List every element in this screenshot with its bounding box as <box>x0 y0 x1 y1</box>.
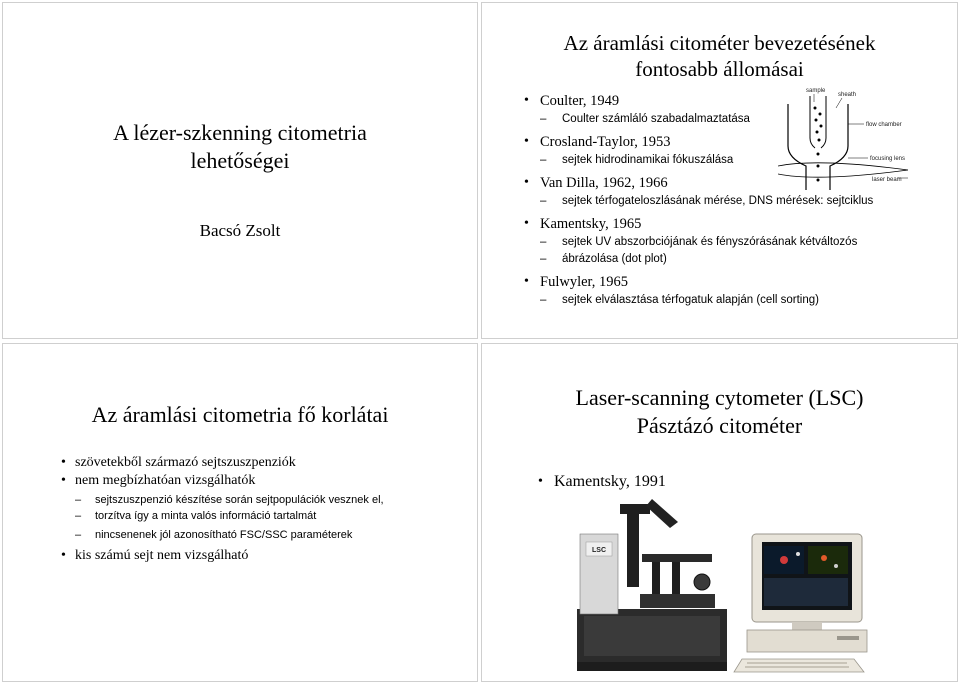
slide2-title-line2: fontosabb állomásai <box>635 57 804 81</box>
list-item: • Fulwyler, 1965 <box>524 272 824 292</box>
list-item: • kis számú sejt nem vizsgálható <box>61 547 461 565</box>
slide-title <box>2 2 478 339</box>
list-subitem-continuation <box>524 251 824 268</box>
slide-history <box>481 2 958 339</box>
list-subitem: – sejtek hidrodinamikai fókuszálása <box>524 152 824 169</box>
slide2-title-line1: Az áramlási citométer bevezetésének <box>563 31 876 55</box>
list-subitem: – Coulter számláló szabadalmaztatása <box>524 111 824 128</box>
slide-limitations <box>2 343 478 682</box>
continuation-text: torzítva így a minta valós információ tartalmát <box>95 510 317 522</box>
slide3-title: Az áramlási citometria fő korlátai <box>91 402 389 427</box>
lsc-device-image <box>502 494 952 679</box>
list-item: • Kamentsky, 1965 <box>524 214 824 234</box>
slide4-title-line1: Laser-scanning cytometer (LSC) <box>575 385 864 410</box>
list-item: • szövetekből származó sejtszuszpenziók <box>61 454 461 472</box>
continuation-text: nem megbízhatóan vizsgálhatók <box>75 473 256 488</box>
limitations-list <box>61 454 461 565</box>
label-sample: sample <box>806 88 826 94</box>
continuation-text: ábrázolása (dot plot) <box>562 253 667 265</box>
label-laser-beam: laser beam <box>872 177 902 183</box>
list-subitem: – nincsenenek jól azonosítható FSC/SSC paraméterek <box>61 527 461 543</box>
list-subitem: – sejtek UV abszorbciójának és fényszórásának kétváltozós <box>524 234 824 251</box>
list-subitem: – sejtek térfogateloszlásának mérése, DNS mérések: sejtciklus <box>524 193 824 210</box>
list-subitem: – sejtek elválasztása térfogatuk alapján (cell sorting) <box>524 292 824 309</box>
lsc-list <box>538 471 838 493</box>
list-item: • Crosland-Taylor, 1953 <box>524 132 824 152</box>
list-item: • Van Dilla, 1962, 1966 <box>524 173 824 193</box>
slide4-title-line2: Pásztázó citométer <box>636 413 803 438</box>
device-logo-text: LSC <box>592 547 606 554</box>
slide1-title <box>3 119 477 175</box>
list-subitem-continuation <box>61 508 461 524</box>
slide-lsc <box>481 343 958 682</box>
flow-cell-diagram <box>778 86 956 191</box>
label-sheath: sheath <box>838 92 857 98</box>
slide1-title-line2: lehetőségei <box>190 148 290 173</box>
author-name: Bacsó Zsolt <box>199 221 281 240</box>
list-item-continuation <box>61 472 461 490</box>
label-flow-chamber: flow chamber <box>866 122 902 128</box>
list-item: • Coulter, 1949 <box>524 91 824 111</box>
list-item: • Kamentsky, 1991 <box>538 471 838 493</box>
slide1-title-line1: A lézer-szkenning citometria <box>113 120 367 145</box>
lsc-logo <box>592 547 606 554</box>
list-subitem: – sejtszuszpenzió készítése során sejtpopulációk vesznek el, <box>61 492 461 508</box>
label-focusing-lens: focusing lens <box>870 156 906 162</box>
slide4-title <box>482 384 957 440</box>
slide2-title <box>482 30 957 82</box>
